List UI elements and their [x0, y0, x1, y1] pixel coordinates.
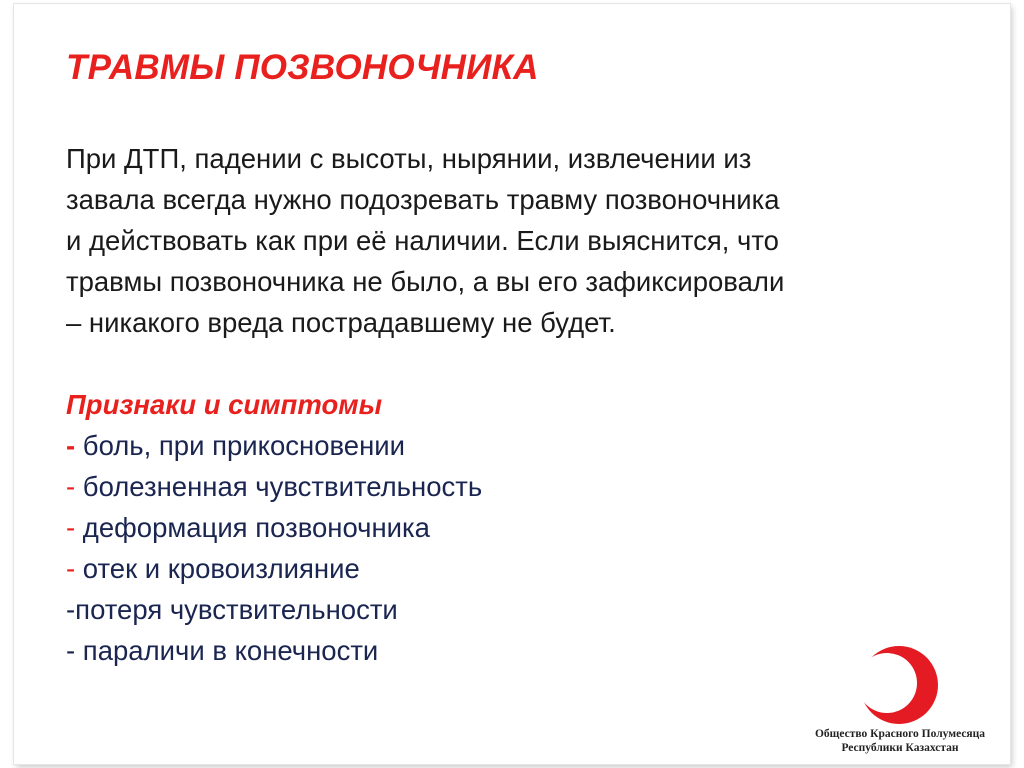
paragraph-line: травмы позвоночника не было, а вы его зафиксировали — [66, 266, 785, 297]
list-dash: - — [66, 594, 76, 625]
paragraph-line: завала всегда нужно подозревать травму позвоночника — [66, 184, 780, 215]
symptom-item — [66, 507, 826, 548]
symptom-item — [66, 630, 826, 671]
paragraph-line: и действовать как при её наличии. Если выяснится, что — [66, 225, 779, 256]
list-dash: - — [66, 430, 76, 461]
organization-name — [790, 727, 1010, 755]
symptom-text: боль, при прикосновении — [75, 430, 406, 461]
symptom-text: потеря чувствительности — [75, 594, 398, 625]
slide-title: ТРАВМЫ ПОЗВОНОЧНИКА — [66, 48, 539, 87]
symptom-text: отек и кровоизлияние — [75, 553, 360, 584]
organization-name-line: Республики Казахстан — [841, 742, 959, 754]
symptom-list — [66, 425, 826, 671]
symptom-item — [66, 466, 826, 507]
symptom-text: болезненная чувствительность — [75, 471, 483, 502]
paragraph-line: При ДТП, падении с высоты, нырянии, извлечении из — [66, 143, 752, 174]
symptoms-heading: Признаки и симптомы — [66, 389, 383, 420]
list-dash: - — [66, 512, 76, 543]
symptom-item — [66, 589, 826, 630]
organization-name-line: Общество Красного Полумесяца — [814, 728, 986, 740]
list-dash: - — [66, 471, 76, 502]
symptoms-section — [66, 384, 826, 671]
symptom-item — [66, 548, 826, 589]
symptom-item — [66, 425, 826, 466]
symptom-text: параличи в конечности — [75, 635, 379, 666]
intro-paragraph — [66, 138, 996, 343]
paragraph-line: – никакого вреда пострадавшему не будет. — [66, 307, 616, 338]
red-crescent-icon — [858, 644, 940, 726]
list-dash: - — [66, 553, 76, 584]
symptom-text: деформация позвоночника — [75, 512, 430, 543]
red-crescent-logo — [790, 644, 1010, 762]
list-dash: - — [66, 635, 76, 666]
slide — [14, 4, 1010, 764]
